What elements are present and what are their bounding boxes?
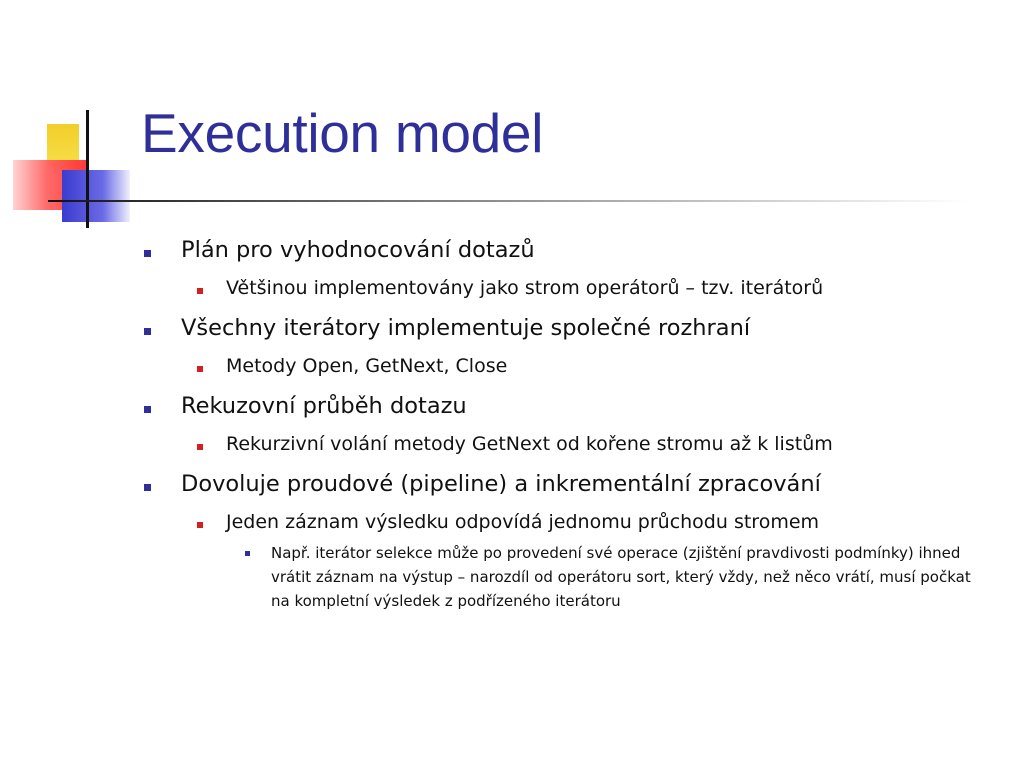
square-bullet-icon [144, 328, 151, 335]
sub-sub-bullet-item: Např. iterátor selekce může po provedení své operace (zjištění pravdivosti podmínky) ihned vrátit záznam na výstup – narozdíl od operátoru sort, který vždy, než něco vrátí, musí počkat na kompletní výsledek z podřízeného iterátoru [271, 544, 971, 610]
square-bullet-icon [245, 551, 250, 556]
square-bullet-icon [197, 366, 203, 372]
square-bullet-icon [144, 484, 151, 491]
square-bullet-icon [197, 288, 203, 294]
sub-bullet-item: Jeden záznam výsledku odpovídá jednomu průchodu stromem [226, 511, 820, 533]
square-bullet-icon [144, 406, 151, 413]
slide-title: Execution model [141, 102, 544, 164]
logo-blue-square [62, 170, 130, 222]
bullet-item: Rekuzovní průběh dotazu [181, 393, 467, 419]
sub-bullet-item: Rekurzivní volání metody GetNext od kořene stromu až k listům [226, 433, 833, 455]
logo-vertical-line [86, 110, 89, 228]
sub-bullet-item: Většinou implementovány jako strom operátorů – tzv. iterátorů [226, 277, 824, 299]
square-bullet-icon [197, 522, 203, 528]
bullet-item: Plán pro vyhodnocování dotazů [181, 237, 535, 263]
bullet-item: Dovoluje proudové (pipeline) a inkrementální zpracování [181, 471, 821, 497]
square-bullet-icon [144, 250, 151, 257]
title-underline [48, 200, 968, 202]
bullet-item: Všechny iterátory implementuje společné rozhraní [181, 315, 751, 341]
square-bullet-icon [197, 444, 203, 450]
sub-bullet-item: Metody Open, GetNext, Close [226, 355, 508, 377]
